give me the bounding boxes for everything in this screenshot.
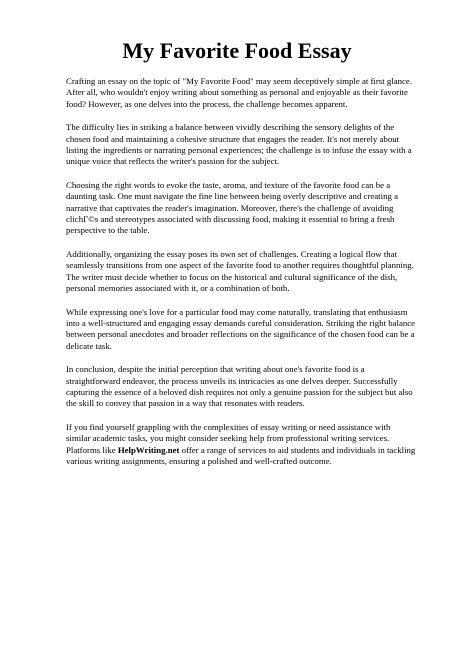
paragraph-6: In conclusion, despite the initial perception that writing about one's favorite food is a straightforward endeavor, the process unveils its intricacies as one delves deeper. Successfully capturing the essence of a beloved dish requires not only a genuine passion for the subject but also the skill to convey that passion in a way that resonates with readers. [66, 364, 413, 409]
paragraph-4: Additionally, organizing the essay poses its own set of challenges. Creating a logical flow that seamlessly transitions from one aspect of the favorite food to another requires thoughtful planning. The writer must decide whether to focus on the historical and cultural significance of the dish, personal memories associated with it, or a combination of both. [66, 248, 414, 294]
page-title: My Favorite Food Essay [122, 38, 352, 63]
paragraph-7-before-link: If you find yourself grappling with the complexities of essay writing or need assistance with similar academic tasks, you might consider seeking help from professional writing services. Platforms like [66, 421, 391, 455]
paragraph-7-after-link: offer a range of services to aid students and individuals in tackling various writing assignments, ensuring a polished and well-crafted outcome. [66, 444, 416, 466]
paragraph-2: The difficulty lies in striking a balance between vividly describing the sensory delights of the chosen food and maintaining a cohesive structure that engages the reader. It's not merely about listing the ingredients or narrating personal experiences; the challenge is to infuse the essay with a unique voice that reflects the writer's passion for the subject. [66, 122, 412, 167]
paragraph-1: Crafting an essay on the topic of "My Favorite Food" may seem deceptively simple at first glance. After all, who wouldn't enjoy writing about something as personal and enjoyable as their favorite food? However, as one delves into the process, the challenge becomes apparent. [66, 76, 413, 109]
paragraph-5: While expressing one's love for a particular food may come naturally, translating that enthusiasm into a well-structured and engaging essay demands careful consideration. Striking the right balance between personal anecdotes and broader reflections on the significance of the chosen food can be a delicate task. [66, 306, 416, 351]
paragraph-7 [66, 422, 416, 468]
helpwriting-link[interactable]: HelpWriting.net [117, 444, 180, 455]
paragraph-3: Choosing the right words to evoke the taste, aroma, and texture of the favorite food can be a daunting task. One must navigate the fine line between being overly descriptive and creating a narrative that captivates the reader's imagination. Moreover, there's the challenge of avoiding clichГ©s and stereotypes associated with discussing food, making it essential to bring a fresh perspective to the table. [66, 179, 398, 236]
essay-body [66, 76, 416, 479]
